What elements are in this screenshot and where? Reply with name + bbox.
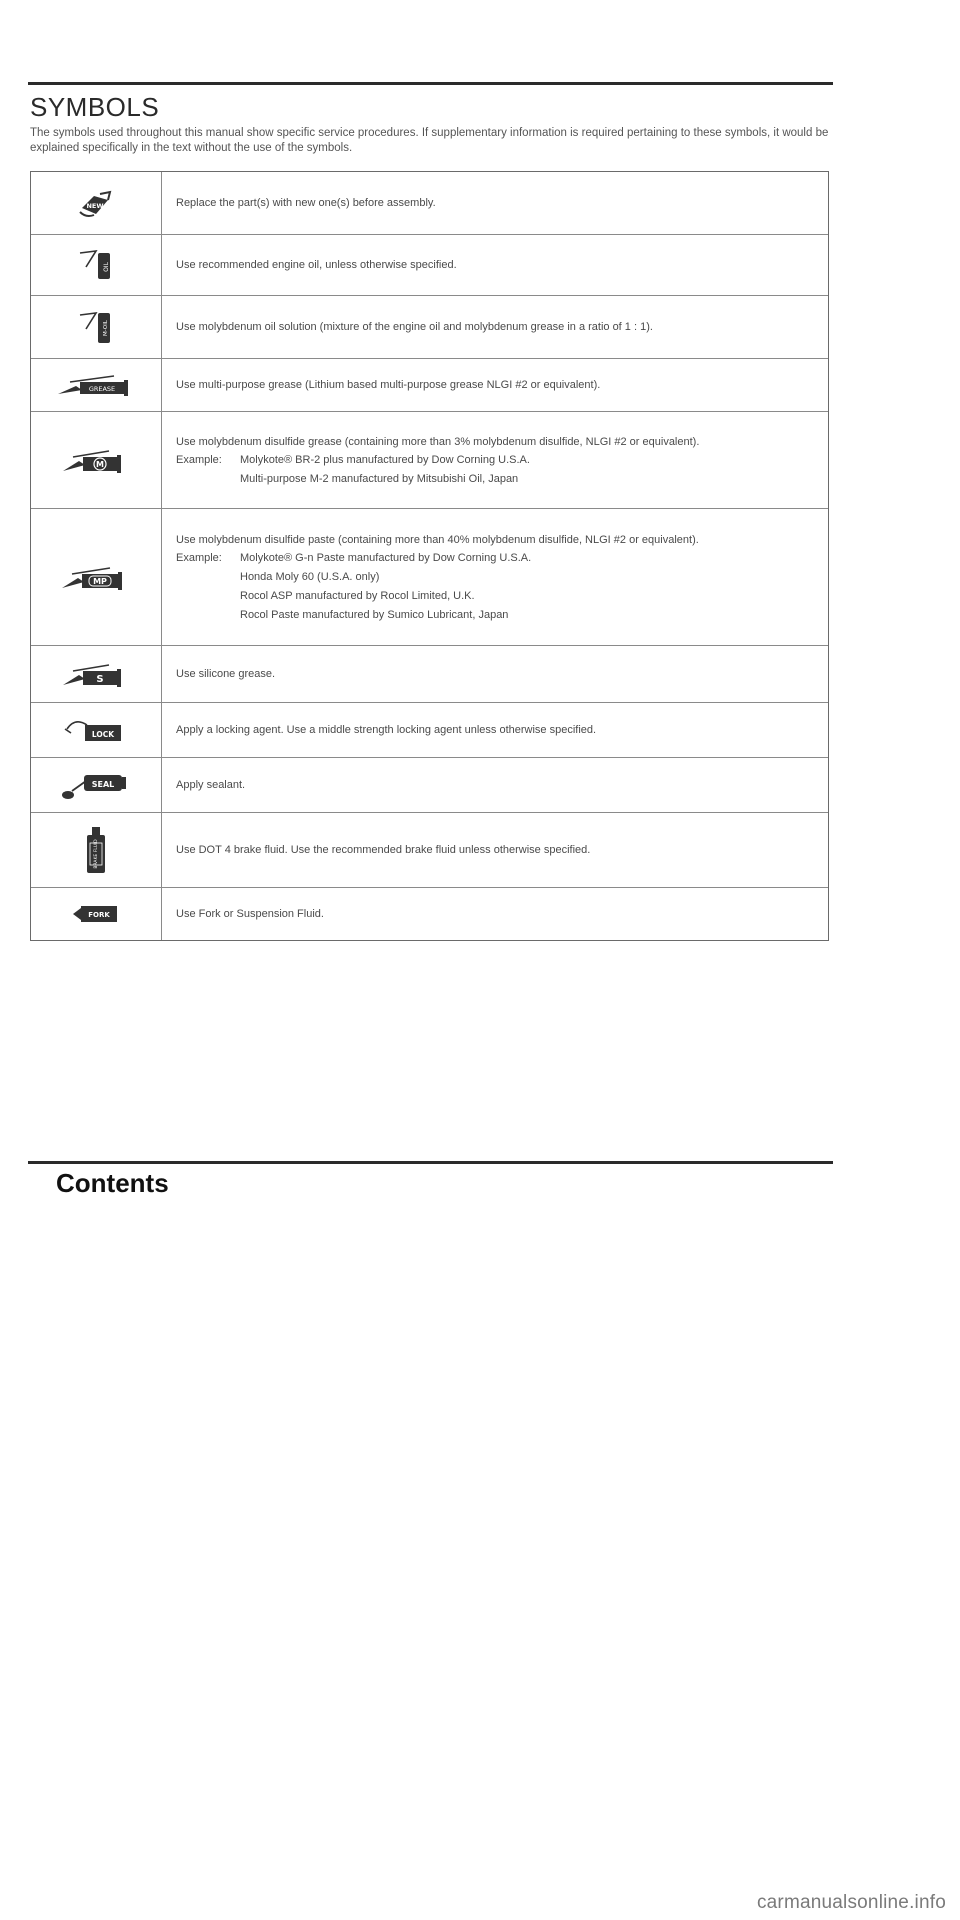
fork-fluid-icon — [71, 903, 121, 925]
symbol-row-new — [31, 172, 828, 234]
example-block — [176, 453, 814, 486]
silicone-grease-icon — [61, 659, 131, 689]
symbol-description: Use recommended engine oil, unless otherwise specified. — [176, 259, 457, 271]
symbol-description: Use silicone grease. — [176, 668, 276, 680]
example-label: Example: — [176, 453, 222, 466]
symbol-row-molybdenum-paste — [31, 508, 828, 645]
svg-text:FORK: FORK — [88, 911, 110, 919]
symbol-description: Apply a locking agent. Use a middle strength locking agent unless otherwise specified. — [176, 724, 597, 736]
sealant-icon — [58, 769, 134, 801]
intro-paragraph: The symbols used throughout this manual show specific service procedures. If supplementary information is required pertaining to these symbols, it would be explained specifically in the text without the use of the symbols. — [30, 127, 829, 154]
symbols-table — [30, 171, 829, 941]
svg-text:SEAL: SEAL — [91, 780, 115, 789]
svg-text:BRAKE FLUID: BRAKE FLUID — [94, 839, 99, 869]
svg-text:GREASE: GREASE — [88, 385, 116, 393]
engine-oil-icon — [76, 247, 116, 283]
locking-agent-icon — [61, 715, 131, 745]
symbol-row-fork-fluid — [31, 887, 828, 940]
svg-text:OIL: OIL — [103, 262, 110, 272]
symbol-description: Use DOT 4 brake fluid. Use the recommended brake fluid unless otherwise specified. — [176, 844, 591, 856]
example-item: Rocol ASP manufactured by Rocol Limited, U.K. — [240, 589, 475, 602]
icon-cell — [31, 172, 162, 234]
symbol-description: Use molybdenum disulfide paste (containing more than 40% molybdenum disulfide, NLGI #2 or equivalent). — [176, 533, 699, 546]
svg-text:MP: MP — [93, 577, 107, 586]
example-block — [176, 551, 814, 622]
contents-heading: Contents — [56, 1168, 169, 1198]
symbol-description: Use molybdenum disulfide grease (containing more than 3% molybdenum disulfide, NLGI #2 or equivalent). — [176, 435, 700, 448]
symbol-row-locking-agent — [31, 702, 828, 757]
example-item: Honda Moly 60 (U.S.A. only) — [240, 570, 380, 583]
molybdenum-grease-icon — [61, 445, 131, 475]
example-item: Rocol Paste manufactured by Sumico Lubricant, Japan — [240, 608, 509, 621]
symbol-description: Use molybdenum oil solution (mixture of the engine oil and molybdenum grease in a ratio of 1 : 1). — [176, 321, 653, 333]
symbol-description: Replace the part(s) with new one(s) before assembly. — [176, 197, 436, 209]
symbol-row-oil — [31, 234, 828, 295]
symbol-row-molybdenum-grease — [31, 411, 828, 508]
svg-text:NEW: NEW — [86, 202, 104, 210]
example-item: Molykote® BR-2 plus manufactured by Dow Corning U.S.A. — [240, 453, 530, 466]
symbol-row-molybdenum-oil — [31, 295, 828, 358]
page-title: SYMBOLS — [30, 92, 160, 122]
symbol-description: Use multi-purpose grease (Lithium based multi-purpose grease NLGI #2 or equivalent). — [176, 379, 601, 391]
molybdenum-oil-icon — [76, 307, 116, 347]
new-parts-icon — [74, 188, 118, 218]
watermark: carmanualsonline.info — [756, 1892, 946, 1913]
example-item: Multi-purpose M-2 manufactured by Mitsubishi Oil, Japan — [240, 472, 519, 485]
svg-text:S: S — [96, 674, 104, 685]
symbol-description: Apply sealant. — [176, 779, 246, 791]
symbol-row-grease — [31, 358, 828, 411]
molybdenum-paste-icon — [60, 562, 132, 592]
grease-icon — [56, 372, 136, 398]
section-rule — [28, 1161, 833, 1164]
brake-fluid-icon — [84, 825, 108, 875]
symbol-row-silicone-grease — [31, 645, 828, 702]
svg-text:M: M — [96, 460, 104, 469]
svg-text:M-OIL: M-OIL — [103, 320, 109, 336]
top-rule — [28, 82, 833, 85]
symbol-row-brake-fluid — [31, 812, 828, 887]
example-item: Molykote® G-n Paste manufactured by Dow Corning U.S.A. — [240, 551, 532, 564]
symbol-row-sealant — [31, 757, 828, 812]
example-label: Example: — [176, 551, 222, 564]
svg-text:LOCK: LOCK — [91, 730, 115, 739]
symbol-description: Use Fork or Suspension Fluid. — [176, 908, 324, 920]
